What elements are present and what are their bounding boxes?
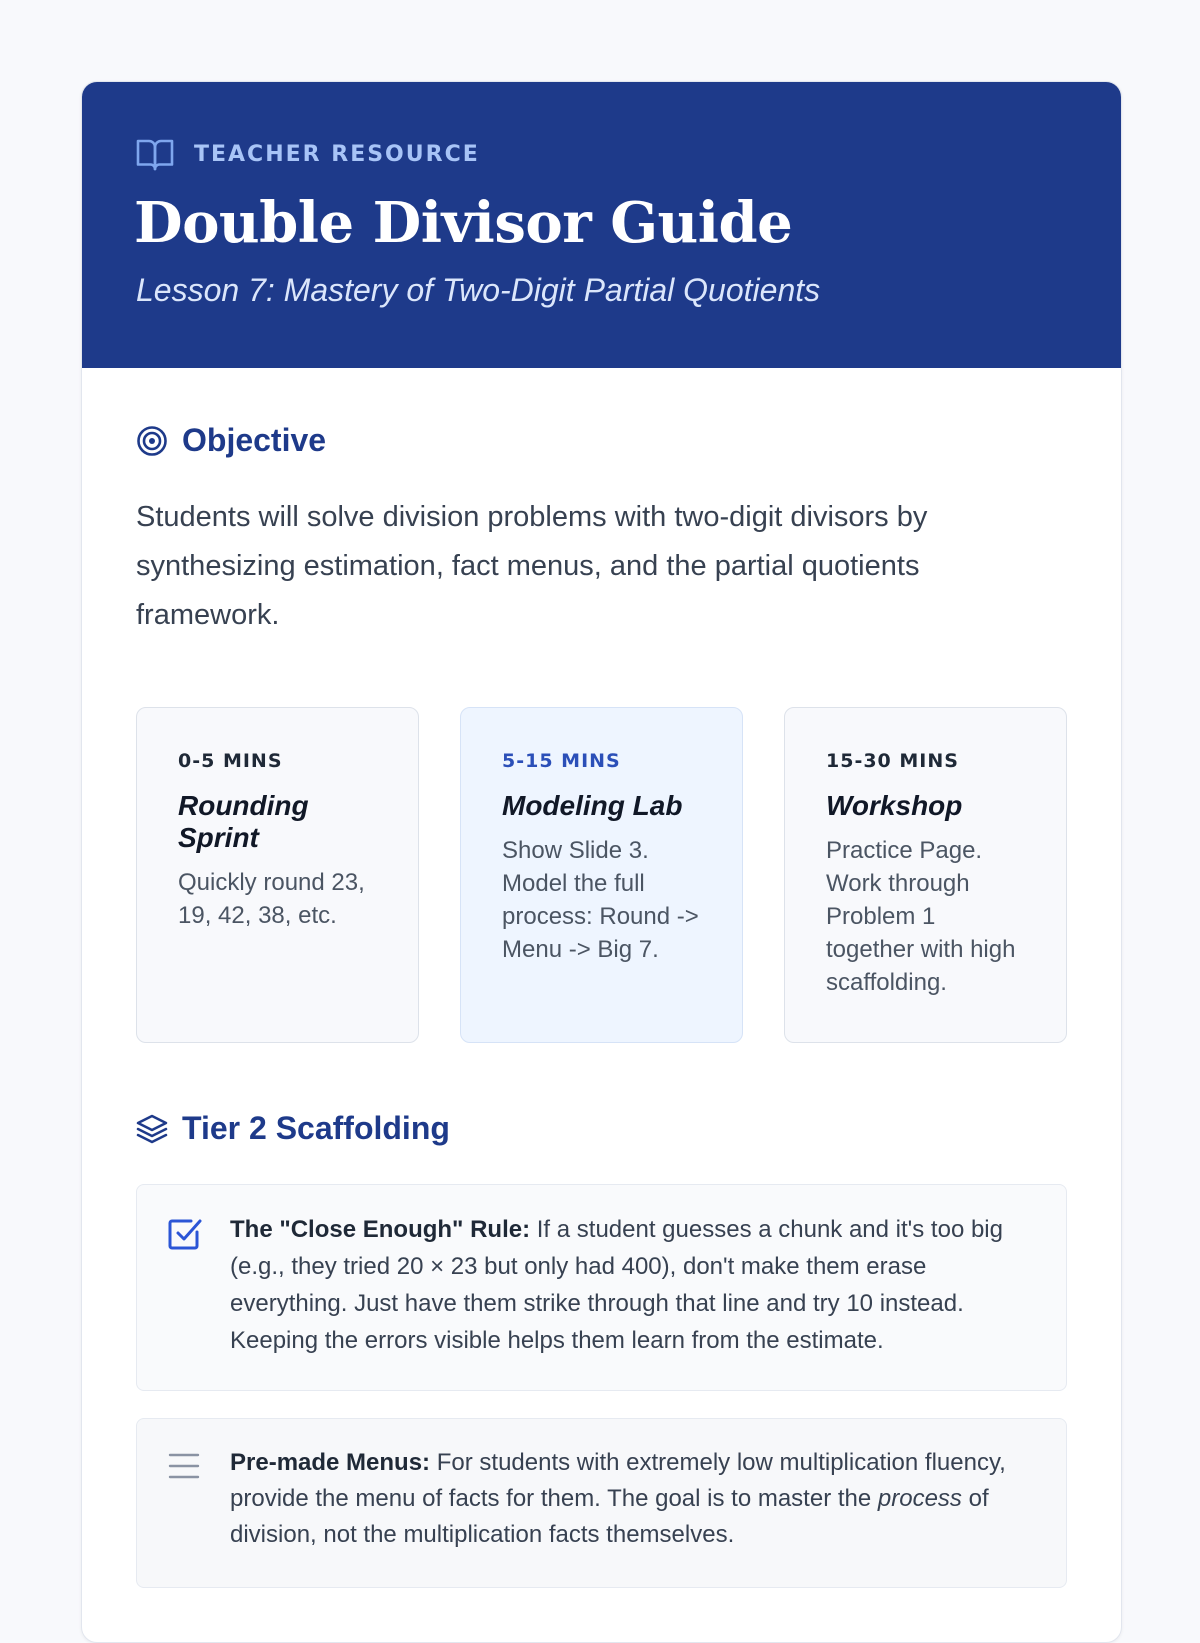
menu-lines-icon <box>167 1450 201 1482</box>
objective-text: Students will solve division problems with two-digit divisors by synthesizing estimation, fact menus, and the partial quotients framework. <box>136 501 928 631</box>
phase-description: Show Slide 3. Model the full process: Round -> Menu -> Big 7. <box>502 837 699 963</box>
phase-name: Modeling Lab <box>502 790 683 821</box>
objective-heading <box>136 422 326 459</box>
checkbox-icon <box>167 1215 203 1251</box>
tier2-title: Tier 2 Scaffolding <box>182 1110 450 1146</box>
layers-icon <box>136 1113 168 1145</box>
phase-name: Rounding Sprint <box>178 790 309 853</box>
phase-time: 0-5 MINS <box>178 750 283 772</box>
target-icon <box>136 425 168 457</box>
phase-name: Workshop <box>826 790 963 821</box>
eyebrow <box>136 137 480 171</box>
lesson-guide-card <box>81 81 1122 1643</box>
phase-description: Quickly round 23, 19, 42, 38, etc. <box>178 869 365 929</box>
phase-time: 5-15 MINS <box>502 750 621 772</box>
scaffold-note-body-end: of division, not the multiplication facts themselves. <box>230 1485 989 1548</box>
lesson-phases <box>136 707 1067 1043</box>
scaffold-note-text <box>230 1445 1016 1553</box>
scaffold-note-label: Pre-made Menus: <box>230 1449 431 1476</box>
scaffold-note-close-enough <box>136 1184 1067 1391</box>
scaffold-note-premade-menus <box>136 1418 1067 1588</box>
scaffold-note-label: The "Close Enough" Rule: <box>230 1216 531 1243</box>
phase-card-modeling-lab <box>460 707 743 1043</box>
tier2-heading <box>136 1110 450 1147</box>
phase-card-rounding-sprint <box>136 707 419 1043</box>
phase-description: Practice Page. Work through Problem 1 together with high scaffolding. <box>826 837 1016 996</box>
page-subtitle: Lesson 7: Mastery of Two-Digit Partial Quotients <box>136 272 821 308</box>
open-book-icon <box>136 137 174 171</box>
page-title: Double Divisor Guide <box>134 190 793 256</box>
scaffold-note-emphasis: process <box>877 1485 962 1512</box>
phase-time: 15-30 MINS <box>826 750 959 772</box>
objective-title: Objective <box>182 422 327 458</box>
phase-card-workshop <box>784 707 1067 1043</box>
eyebrow-label: TEACHER RESOURCE <box>194 141 480 167</box>
guide-header <box>82 82 1121 368</box>
scaffold-note-text <box>230 1211 1016 1359</box>
scaffold-note-body: For students with extremely low multiplication fluency, provide the menu of facts for them. The goal is to master the <box>230 1449 1006 1512</box>
scaffold-note-body: If a student guesses a chunk and it's too big (e.g., they tried 20 × 23 but only had 400), don't make them erase everything. Just have them strike through that line and try 10 instead. Keeping the errors visible helps them learn from the estimate. <box>230 1216 1003 1354</box>
